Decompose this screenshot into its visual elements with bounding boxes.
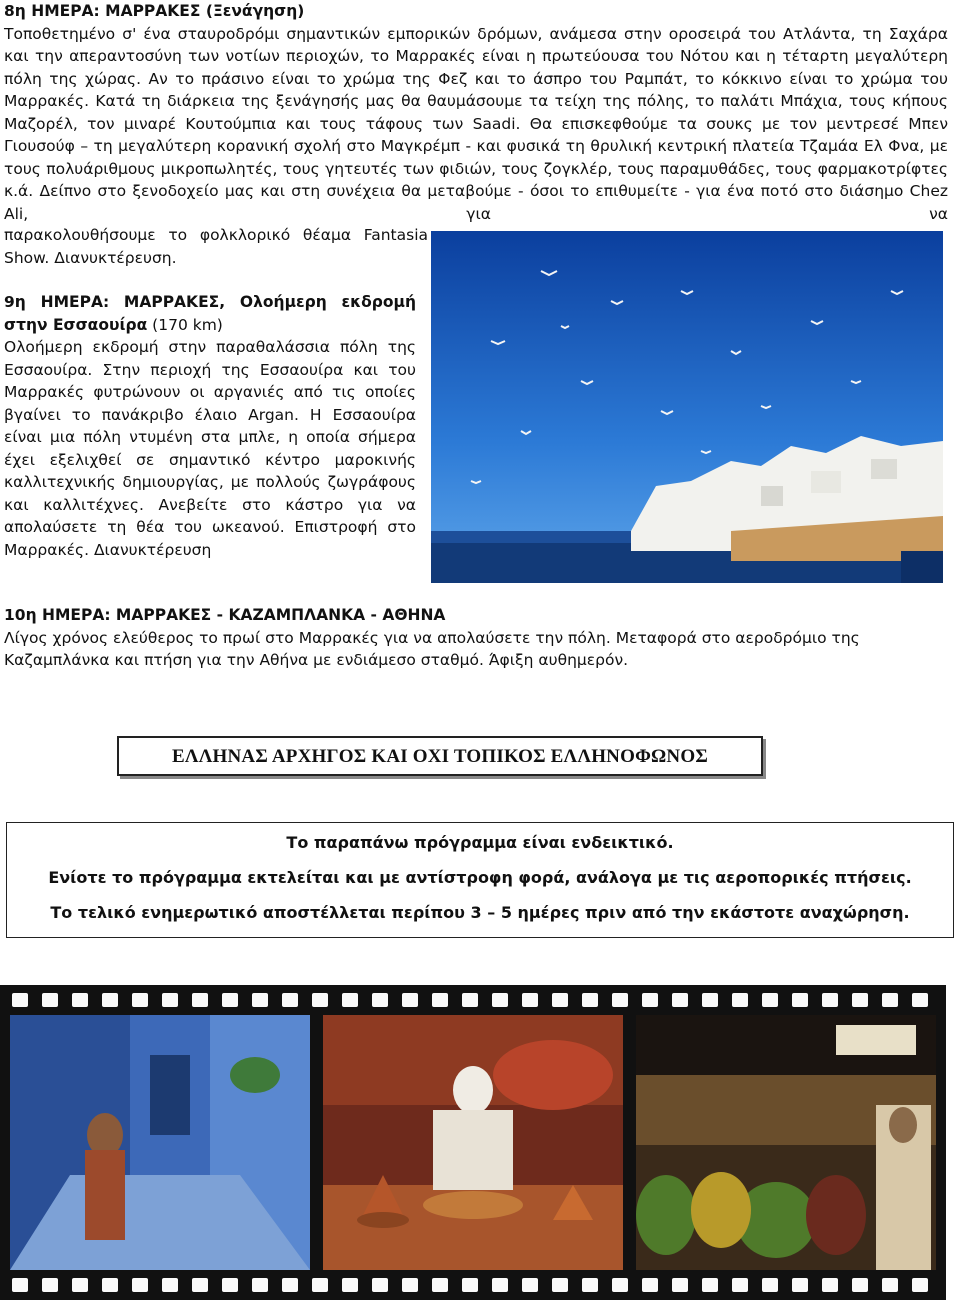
sprocket-hole — [822, 1278, 838, 1292]
sprocket-hole — [402, 993, 418, 1007]
sprocket-hole — [102, 993, 118, 1007]
sprocket-hole — [522, 993, 538, 1007]
film-strip-photos — [0, 985, 946, 1300]
sprocket-hole — [882, 1278, 898, 1292]
day9-title: 9η ΗΜΕΡΑ: ΜΑΡΡΑΚΕΣ, Ολοήμερη εκδρομή στην Εσσαουίρα — [4, 293, 416, 334]
sprocket-hole — [372, 993, 388, 1007]
sprocket-hole — [702, 1278, 718, 1292]
sprocket-hole — [582, 1278, 598, 1292]
sprocket-hole — [282, 1278, 298, 1292]
sprocket-hole — [222, 1278, 238, 1292]
sprocket-hole — [132, 1278, 148, 1292]
sprocket-hole — [42, 1278, 58, 1292]
sprocket-hole — [642, 993, 658, 1007]
sprocket-hole — [42, 993, 58, 1007]
sprocket-hole — [372, 1278, 388, 1292]
day8-text: Τοποθετημένο σ' ένα σταυροδρόμι σημαντικών εμπορικών δρόμων, ανάμεσα στην οροσειρά του Ατλάντα, τη Σαχάρα και την απεραντοσύνη των νοτίων περιοχών, το Μαρρακές είναι η πρωτεύουσα του Νότου και η τέταρτη μεγαλύτερη πόλη της χώρας. Αν το πράσινο είναι το χρώμα της Φεζ και το άσπρο του Ραμπάτ, το κόκκινο είναι το χρώμα του Μαρρακές. Κατά τη διάρκεια της ξενάγησής μας θα θαυμάσουμε τα τείχη της πόλης, το παλάτι Μπάχια, τους κήπους Μαζορέλ, τον μιναρέ Κουτούμπια και τους τάφους των Saadi. Θα επισκεφθούμε τα σουκς με τον μεντρεσέ Μπεν Γιουσούφ – τη μεγαλύτερη κορανική σχολή στο Μαγκρέμπ - και φυσικά τη θρυλική κεντρική πλατεία Τζαμάα Ελ Φνα, με τους πολυάριθμους μικροπωλητές, τους γητευτές των φιδιών, τους ζογκλέρ, τους παραμυθάδες, τους φαρμακοτρίφτες κ.ά. Δείπνο στο ξενοδοχείο μας και στη συνέχεια θα μεταβούμε - όσοι το επιθυμείτε - για ένα ποτό στο διάσημο Chez Ali, για να — [4, 24, 948, 223]
sprocket-hole — [492, 1278, 508, 1292]
sprocket-hole — [432, 1278, 448, 1292]
sprocket-hole — [252, 1278, 268, 1292]
notice-line-2: Ενίοτε το πρόγραμμα εκτελείται και με αντίστροφη φορά, ανάλογα με τις αεροπορικές πτήσεις. — [48, 868, 912, 887]
sprocket-hole — [492, 993, 508, 1007]
sprocket-hole — [12, 993, 28, 1007]
sprocket-hole — [552, 1278, 568, 1292]
sprocket-hole — [762, 993, 778, 1007]
day9-distance: (170 km) — [152, 315, 223, 334]
sprocket-hole — [402, 1278, 418, 1292]
day8-section — [4, 0, 948, 225]
sprocket-hole — [192, 1278, 208, 1292]
sprocket-hole — [102, 1278, 118, 1292]
day9-text: Ολοήμερη εκδρομή στην παραθαλάσσια πόλη της Εσσαουίρα. Στην περιοχή της Εσσαουίρα και του Μαρρακές φυτρώνουν οι αργανιές από τις οποίες βγαίνει το πανάκριβο έλαιο Argan. Η Εσσαουίρα είναι μια πόλη ντυμένη στα μπλε, η οποία σήμερα έχει εξελιχθεί σε σημαντικό κέντρο μαροκινής καλλιτεχνικής δημιουργίας, με πολλούς ζωγράφους και καλλιτέχνες. Ανεβείτε στο κάστρο για να απολαύσετε τη θέα του ωκεανού. Επιστροφή στο Μαρρακές. Διανυκτέρευση — [4, 338, 416, 559]
notice-line-3: Το τελικό ενημερωτικό αποστέλλεται περίπου 3 – 5 ημέρες πριν από την εκάστοτε αναχώρηση. — [50, 903, 910, 922]
day8-text-tail: παρακολουθήσουμε το φολκλορικό θέαμα Fantasia Show. Διανυκτέρευση. — [4, 226, 428, 267]
sprocket-hole — [462, 993, 478, 1007]
sprocket-hole — [72, 1278, 88, 1292]
sprocket-hole — [732, 993, 748, 1007]
sprocket-hole — [732, 1278, 748, 1292]
sprocket-hole — [612, 993, 628, 1007]
sprocket-hole — [162, 993, 178, 1007]
sprocket-hole — [282, 993, 298, 1007]
sprocket-hole — [672, 1278, 688, 1292]
sprocket-hole — [552, 993, 568, 1007]
day9-section — [4, 291, 416, 561]
sprocket-hole — [822, 993, 838, 1007]
sprocket-hole — [792, 993, 808, 1007]
day8-title: 8η ΗΜΕΡΑ: ΜΑΡΡΑΚΕΣ (Ξενάγηση) — [4, 2, 305, 20]
sprocket-hole — [432, 993, 448, 1007]
sprocket-hole — [612, 1278, 628, 1292]
sprocket-hole — [522, 1278, 538, 1292]
essaouira-photo — [431, 231, 943, 583]
greek-leader-text: ΕΛΛΗΝΑΣ ΑΡΧΗΓΟΣ ΚΑΙ ΟΧΙ ΤΟΠΙΚΟΣ ΕΛΛΗΝΟΦΩΝΟΣ — [172, 746, 708, 767]
sprocket-hole — [882, 993, 898, 1007]
sprocket-hole — [342, 1278, 358, 1292]
day10-title: 10η ΗΜΕΡΑ: ΜΑΡΡΑΚΕΣ - ΚΑΖΑΜΠΛΑΝΚΑ - ΑΘΗΝΑ — [4, 606, 446, 624]
sprocket-hole — [672, 993, 688, 1007]
sprocket-hole — [312, 993, 328, 1007]
sprocket-hole — [12, 1278, 28, 1292]
sprocket-hole — [582, 993, 598, 1007]
sprocket-hole — [762, 1278, 778, 1292]
sprocket-hole — [912, 1278, 928, 1292]
sprocket-hole — [132, 993, 148, 1007]
sprocket-hole — [222, 993, 238, 1007]
greek-leader-banner — [117, 736, 763, 776]
sprocket-hole — [162, 1278, 178, 1292]
sprocket-hole — [192, 993, 208, 1007]
sprocket-hole — [252, 993, 268, 1007]
sprocket-hole — [912, 993, 928, 1007]
day10-section — [4, 604, 948, 672]
market-stall-photo — [636, 1015, 936, 1270]
sprocket-hole — [852, 993, 868, 1007]
sprocket-hole — [792, 1278, 808, 1292]
sprocket-hole — [72, 993, 88, 1007]
notice-line-1: Το παραπάνω πρόγραμμα είναι ενδεικτικό. — [286, 833, 674, 852]
woman-cooking-photo — [323, 1015, 623, 1270]
notice-box — [6, 822, 954, 938]
day10-text: Λίγος χρόνος ελεύθερος το πρωί στο Μαρρακές για να απολαύσετε την πόλη. Μεταφορά στο αεροδρόμιο της Καζαμπλάνκα και πτήση για την Αθήνα με ενδιάμεσο σταθμό. Άφιξη αυθημερόν. — [4, 628, 860, 669]
sprocket-hole — [852, 1278, 868, 1292]
blue-alley-photo — [10, 1015, 310, 1270]
sprocket-hole — [312, 1278, 328, 1292]
sprocket-hole — [642, 1278, 658, 1292]
sprocket-hole — [702, 993, 718, 1007]
sprocket-hole — [462, 1278, 478, 1292]
sprocket-hole — [342, 993, 358, 1007]
